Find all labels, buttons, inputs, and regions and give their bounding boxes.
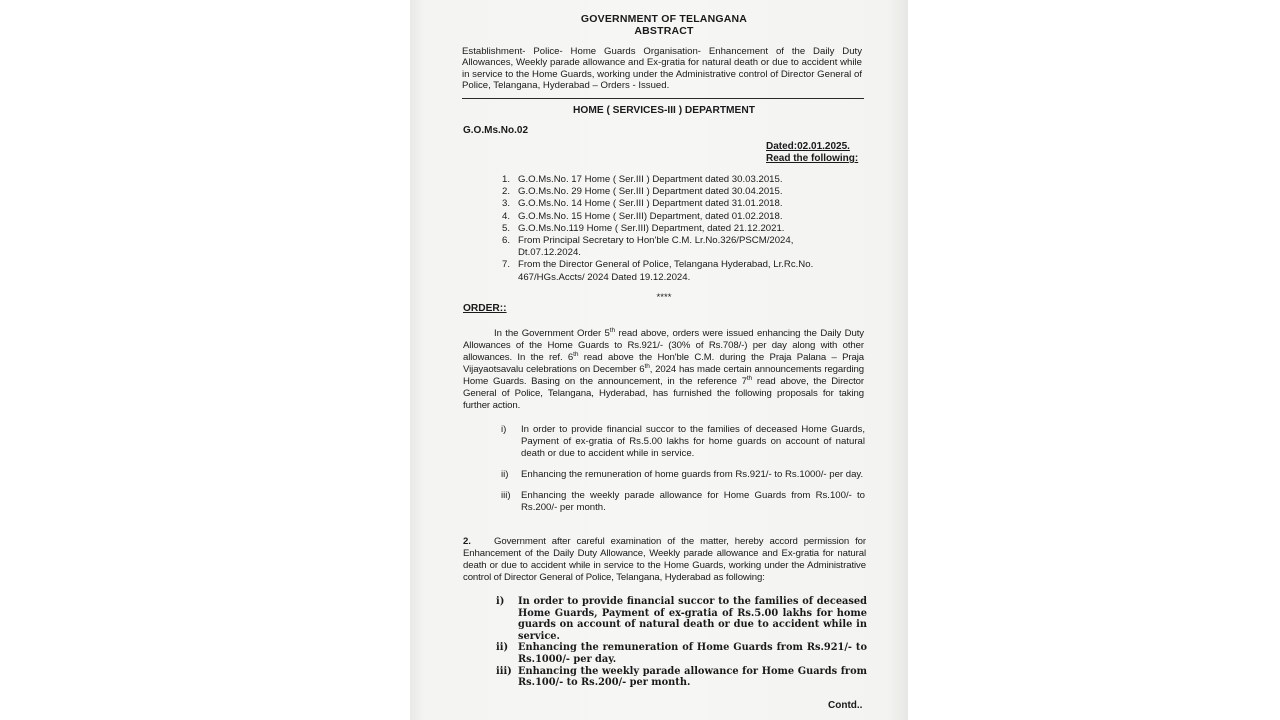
reference-item: 5. G.O.Ms.No.119 Home ( Ser.III) Department, dated 21.12.2021. [502, 222, 785, 234]
read-following-label: Read the following: [766, 153, 859, 164]
order-date: Dated:02.01.2025. [766, 141, 850, 152]
section-separator-stars: **** [656, 292, 672, 303]
subject-divider [462, 98, 864, 99]
go-number: G.O.Ms.No.02 [463, 125, 529, 136]
continued-label: Contd.. [828, 700, 863, 711]
reference-item: 7. From the Director General of Police, Telangana Hyderabad, Lr.Rc.No. 467/HGs.Accts/ 2024 Dated 19.12.2024. [502, 259, 814, 283]
orders-list [496, 596, 867, 689]
order-item: i) In order to provide financial succor to the families of deceased Home Guards, Payment of ex-gratia of Rs.5.00 lakhs for home guards on account of natural death or due to accident while in service. [496, 596, 867, 642]
proposal-item: ii) Enhancing the remuneration of home guards from Rs.921/- to Rs.1000/- per day. [501, 469, 864, 480]
references-list [502, 174, 832, 284]
order-paragraph-2: 2. Government after careful examination of the matter, hereby accord permission for Enhancement of the Daily Duty Allowance, Weekly parade allowance and Ex-gratia for natural death or due to accident while in service to the Home Guards, working under the Administrative control of Director General of Police, Telangana, Hyderabad as following: [463, 536, 866, 583]
abstract-heading: ABSTRACT [634, 25, 694, 37]
reference-item: 3. G.O.Ms.No. 14 Home ( Ser.III ) Department dated 31.01.2018. [502, 198, 783, 210]
subject-text: Establishment- Police- Home Guards Organisation- Enhancement of the Daily Duty Allowances, Weekly parade allowance and Ex-gratia for natural death or due to accident while in service to the Home Guards, working under the Administrative control of Director General of Police, Telangana, Hyderabad – Orders - Issued. [462, 46, 862, 91]
order-heading: ORDER:: [463, 303, 507, 314]
reference-item: 1. G.O.Ms.No. 17 Home ( Ser.III ) Department dated 30.03.2015. [502, 174, 783, 185]
reference-item: 6. From Principal Secretary to Hon'ble C.M. Lr.No.326/PSCM/2024, Dt.07.12.2024. [502, 235, 794, 259]
department-heading: HOME ( SERVICES-III ) DEPARTMENT [573, 105, 755, 116]
order-paragraph-1: In the Government Order 5th read above, orders were issued enhancing the Daily Duty Allowances of the Home Guards to Rs.921/- (30% of Rs.708/-) per day along with other allowances. In the ref. 6th read above the Hon'ble C.M. during the Praja Palana – Praja Vijayaotsavalu celebrations on December 6th, 2024 has made certain announcements regarding Home Guards. Basing on the announcement, in the reference 7th read above, the Director General of Police, Telangana, Hyderabad, has furnished the following proposals for taking further action. [463, 327, 865, 411]
reference-item: 4. G.O.Ms.No. 15 Home ( Ser.III) Department, dated 01.02.2018. [502, 210, 783, 222]
government-heading: GOVERNMENT OF TELANGANA [580, 13, 748, 25]
order-item: ii) Enhancing the remuneration of Home Guards from Rs.921/- to Rs.1000/- per day. [496, 642, 867, 665]
scanned-document-page [410, 0, 908, 720]
proposal-item: i) In order to provide financial succor to the families of deceased Home Guards, Payment of ex-gratia of Rs.5.00 lakhs for home guards on account of natural death or due to accident while in service. [501, 424, 865, 459]
proposal-item: iii) Enhancing the weekly parade allowance for Home Guards from Rs.100/- to Rs.200/- per month. [501, 490, 865, 513]
reference-item: 2. G.O.Ms.No. 29 Home ( Ser.III ) Department dated 30.04.2015. [502, 186, 783, 198]
order-item: iii) Enhancing the weekly parade allowance for Home Guards from Rs.100/- to Rs.200/- per month. [496, 665, 867, 689]
proposals-list [501, 424, 865, 514]
